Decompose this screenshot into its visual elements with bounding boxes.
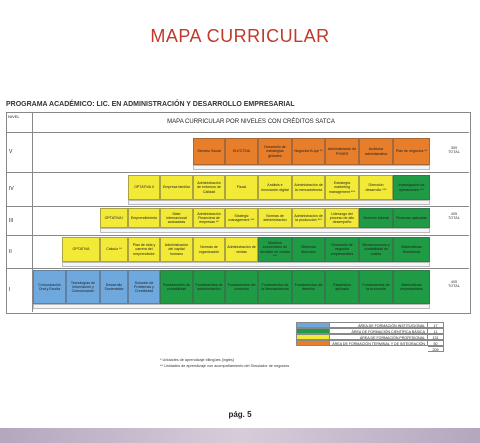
course-cell: Strategic management ***	[225, 208, 258, 228]
course-cell: Análisis e innovación digital	[258, 175, 292, 200]
legend-label: ÁREA DE FORMACIÓN PROFESIONAL	[330, 334, 428, 340]
credits-strip	[100, 228, 430, 233]
course-cell: Auditoría administrativa	[359, 138, 393, 165]
program-label: PROGRAMA ACADÉMICO: LIC. EN ADMINISTRACIÓN Y DESARROLLO EMPRESARIAL	[6, 101, 295, 108]
row-divider	[6, 235, 469, 236]
legend-total: 209	[428, 346, 444, 352]
course-cell: Derecho laboral	[359, 208, 393, 228]
course-cell: Negocios B-Ipe **	[292, 138, 325, 165]
course-cell: Administración del capital humano	[160, 237, 193, 262]
course-cell: Estadística aplicada	[325, 270, 359, 304]
course-cell: Solución de Problemas y Creatividad	[128, 270, 160, 304]
credits-strip	[128, 200, 430, 205]
legend-label: ÁREA DE FORMACIÓN INSTITUCIONAL	[330, 322, 428, 328]
course-cell: Matemáticas financieras	[393, 237, 430, 262]
course-cell: Investigación de operaciones ***	[393, 175, 430, 200]
course-cell: Fundamentos de la Mercadotecnia	[258, 270, 292, 304]
level-label-i: I	[6, 268, 33, 312]
level-label-iv: IV	[6, 172, 33, 206]
course-cell: OPTATIVA	[62, 237, 100, 262]
level-total: 405 TOTAL	[448, 280, 460, 288]
course-cell: Administración de entornos de Calidad	[193, 175, 225, 200]
course-cell: Plan de negocios **	[393, 138, 430, 165]
course-cell: OPTATIVA II	[128, 175, 160, 200]
course-cell: ELECTIVA	[225, 138, 258, 165]
page-number: pág. 5	[228, 410, 252, 419]
course-cell: Fundamentos de la economía	[359, 270, 393, 304]
credits-strip	[62, 262, 430, 267]
legend-count: 17	[428, 322, 444, 328]
course-cell: Matemáticas empresariales	[393, 270, 430, 304]
course-cell: Cálculo **	[100, 237, 128, 262]
footnote: * Unidades de aprendizaje bilingües (inglés)	[160, 358, 235, 362]
course-cell: Sistemas dirección	[292, 237, 325, 262]
page-title: MAPA CURRICULAR	[150, 26, 330, 46]
course-cell: Empresa familiar	[160, 175, 193, 200]
credits-strip	[33, 304, 430, 309]
course-cell: Dirección desarrollo ***	[359, 175, 393, 200]
course-cell: Comunicación Oral y Escrita	[33, 270, 66, 304]
course-cell: Normas de administración	[258, 208, 292, 228]
legend-label: ÁREA DE FORMACIÓN CIENTÍFICA BÁSICA	[330, 328, 428, 334]
course-cell: Liderazgo del proceso de alto desempeño	[325, 208, 359, 228]
course-cell: Emprendimiento	[128, 208, 160, 228]
course-cell: Estrategia marketing management ***	[325, 175, 359, 200]
course-cell: Tecnologías de Información y Comunicación	[66, 270, 100, 304]
level-total: 309 TOTAL	[448, 146, 460, 154]
course-cell: Finanzas aplicadas	[393, 208, 430, 228]
legend-count: 50	[428, 340, 444, 346]
course-cell: Microeconomía y contabilidad de costos	[359, 237, 393, 262]
course-cell: Fundamentos de contabilidad	[160, 270, 193, 304]
course-cell: Desarrollo Sustentable	[100, 270, 128, 304]
course-cell: Fundamentos de administración	[193, 270, 225, 304]
footer-band	[0, 428, 480, 443]
legend-count: 11	[428, 328, 444, 334]
grid-title: MAPA CURRICULAR POR NIVELES CON CRÉDITOS SATCA	[167, 119, 335, 125]
course-cell: Normas de organización	[193, 237, 225, 262]
row-divider	[6, 206, 469, 207]
course-cell: Fundamentos del comercio	[225, 270, 258, 304]
level-label-ii: II	[6, 235, 33, 268]
legend-total-row	[296, 346, 444, 352]
level-column-header: NIVEL	[6, 112, 33, 132]
row-divider	[6, 172, 469, 173]
course-cell: Mate internacional avanzadas	[160, 208, 193, 228]
course-cell: OPTATIVA I	[100, 208, 128, 228]
course-cell: Administración de la producción ***	[292, 208, 325, 228]
course-cell: Administración de PYMES	[325, 138, 359, 165]
course-cell: Desarrollo de negocios empresariales	[325, 237, 359, 262]
course-cell: Desarrollo de estrategias globales	[258, 138, 292, 165]
course-cell: Administración Financiera de empresas **	[193, 208, 225, 228]
level-label-v: V	[6, 132, 33, 172]
row-divider	[6, 268, 469, 269]
course-cell: Plan de vida y carrera del emprendedor	[128, 237, 160, 262]
course-cell: Modelos económicos de decisión en ventas ***	[258, 237, 292, 262]
course-cell: Fiscal	[225, 175, 258, 200]
credits-strip	[193, 165, 430, 170]
level-label-iii: III	[6, 206, 33, 235]
grid-header	[6, 112, 469, 133]
course-cell: Administración de la mercadotecnia	[292, 175, 325, 200]
course-cell: Administración de ventas	[225, 237, 258, 262]
level-total: 405 TOTAL	[448, 212, 460, 220]
legend-count: 131	[428, 334, 444, 340]
course-cell: Servicio Social	[193, 138, 225, 165]
legend-label: ÁREA DE FORMACIÓN TERMINAL Y DE INTEGRACIÓN	[330, 340, 428, 346]
course-cell: Fundamentos del derecho	[292, 270, 325, 304]
footnote: ** Unidades de aprendizaje con acompañamiento del Simulador de negocios	[160, 364, 290, 368]
